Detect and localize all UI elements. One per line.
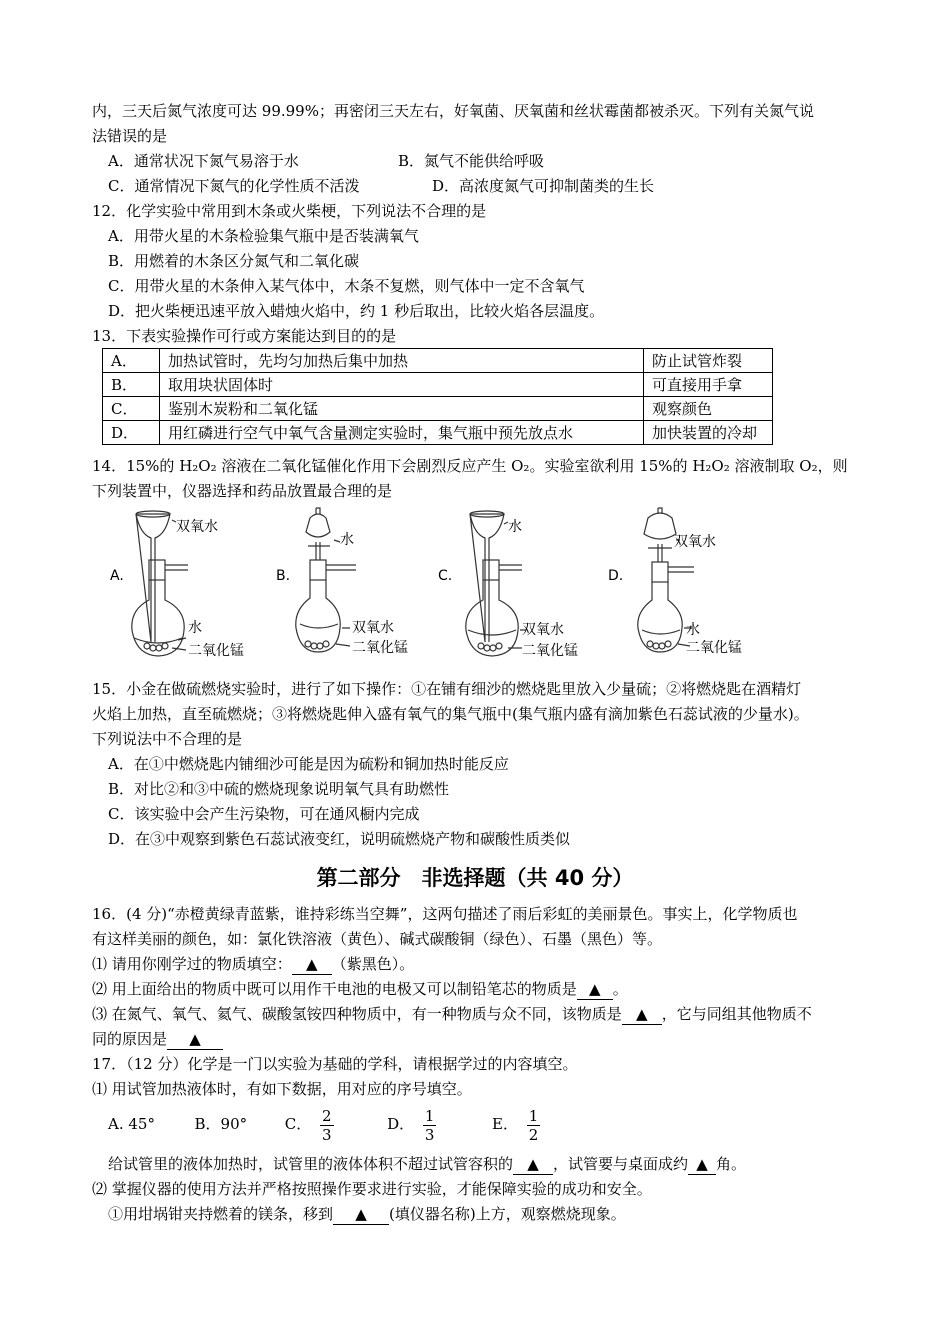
fig-d-top: 双氧水 <box>674 534 716 550</box>
answer-blank[interactable]: ▲ <box>513 1154 553 1175</box>
fig-c-mid: 双氧水 <box>522 622 564 638</box>
fig-a-bottom: 二氧化锰 <box>188 643 244 659</box>
q11-line2: 法错误的是 <box>92 127 168 145</box>
q16-part3-text: ⑶ 在氮气、氧气、氦气、碳酸氢铵四种物质中，有一种物质与众不同，该物质是 <box>92 1005 622 1023</box>
q17-fill1-mid: ，试管要与桌面成约 <box>553 1155 689 1173</box>
row-purpose: 观察颜色 <box>644 397 773 421</box>
fig-a-label: A. <box>110 568 124 584</box>
q15-option-c: C．该实验中会产生污染物，可在通风橱内完成 <box>108 805 420 823</box>
answer-blank[interactable]: ▲ <box>688 1154 716 1175</box>
q14-line2: 下列装置中，仪器选择和药品放置最合理的是 <box>92 482 393 500</box>
row-label: B． <box>103 373 160 397</box>
q17-part2-1-text: ①用坩埚钳夹持燃着的镁条，移到 <box>108 1205 334 1223</box>
q16-part3-tail: ，它与同组其他物质不 <box>661 1005 812 1023</box>
q17-options <box>108 1104 544 1144</box>
answer-blank[interactable]: ▲ <box>292 954 332 975</box>
q16-part3-reason: 同的原因是 <box>92 1030 168 1048</box>
q17-part2: ⑵ 掌握仪器的使用方法并严格按照操作要求进行实验，才能保障实验的成功和安全。 <box>92 1180 652 1198</box>
q11-line1: 内，三天后氮气浓度可达 99.99%；再密闭三天左右，好氧菌、厌氧菌和丝状霉菌都被杀灭。下列有关氮气说 <box>92 102 814 120</box>
q13-stem: 13．下表实验操作可行或方案能达到目的的是 <box>92 327 397 345</box>
row-label: D． <box>103 421 160 445</box>
row-purpose: 防止试管炸裂 <box>644 349 773 373</box>
fraction-one-half: $\frac{1}{2}$ <box>528 1106 539 1144</box>
q17-option-c: C． <box>284 1115 312 1133</box>
q17-option-d: D． <box>387 1115 415 1133</box>
q16-line1: 16．(4 分)“赤橙黄绿青蓝紫，谁持彩练当空舞”，这两句描述了雨后彩虹的美丽景色。事实上，化学物质也 <box>92 905 798 923</box>
q11-option-d: D．高浓度氮气可抑制菌类的生长 <box>432 177 655 195</box>
row-operation: 取用块状固体时 <box>160 373 644 397</box>
fig-a-mid: 水 <box>188 620 202 636</box>
q16-part2 <box>92 979 628 1000</box>
q13-table <box>102 348 773 445</box>
q16-part2-text: ⑵ 用上面给出的物质中既可以用作干电池的电极又可以制铅笔芯的物质是 <box>92 980 577 998</box>
row-label: C． <box>103 397 160 421</box>
q16-line2: 有这样美丽的颜色，如：氯化铁溶液（黄色）、碱式碳酸铜（绿色）、石墨（黑色）等。 <box>92 930 663 948</box>
fig-c-label: C. <box>438 568 453 584</box>
q11-option-a: A．通常状况下氮气易溶于水 <box>108 152 299 170</box>
fig-d-label: D. <box>608 568 624 584</box>
fraction-two-thirds: $\frac{2}{3}$ <box>321 1106 332 1144</box>
q17-fill1-tail: 角。 <box>716 1155 747 1173</box>
q12-option-c: C．用带火星的木条伸入某气体中，木条不复燃，则气体中一定不含氧气 <box>108 277 585 295</box>
q17-option-a: A. 45° <box>108 1115 155 1133</box>
fig-c-bottom: 二氧化锰 <box>522 643 578 659</box>
q12-option-a: A．用带火星的木条检验集气瓶中是否装满氧气 <box>108 227 419 245</box>
fig-d-mid: 水 <box>686 622 700 638</box>
q15-line2: 火焰上加热，直至硫燃烧；③将燃烧匙伸入盛有氧气的集气瓶中(集气瓶内盛有滴加紫色石蕊试液的少量水)。 <box>92 705 809 723</box>
q17-fill1-text: 给试管里的液体加热时，试管里的液体体积不超过试管容积的 <box>108 1155 514 1173</box>
fig-b-top: 水 <box>340 532 354 548</box>
fig-c-top: 水 <box>508 519 522 535</box>
answer-blank[interactable]: ▲ <box>167 1029 223 1050</box>
q17-fill1 <box>108 1154 746 1175</box>
q15-option-b: B．对比②和③中硫的燃烧现象说明氧气具有助燃性 <box>108 780 450 798</box>
fig-b-mid: 双氧水 <box>352 620 394 636</box>
row-operation: 用红磷进行空气中氧气含量测定实验时，集气瓶中预先放点水 <box>160 421 644 445</box>
q15-option-d: D．在③中观察到紫色石蕊试液变红，说明硫燃烧产物和碳酸性质类似 <box>108 830 571 848</box>
table-row <box>103 397 773 421</box>
table-row <box>103 349 773 373</box>
answer-blank[interactable]: ▲ <box>622 1004 662 1025</box>
q16-part1-text: ⑴ 请用你刚学过的物质填空： <box>92 955 292 973</box>
answer-blank[interactable]: ▲ <box>577 979 613 1000</box>
row-operation: 鉴别木炭粉和二氧化锰 <box>160 397 644 421</box>
answer-blank[interactable]: ▲ <box>333 1204 389 1225</box>
row-operation: 加热试管时，先均匀加热后集中加热 <box>160 349 644 373</box>
row-purpose: 可直接用手拿 <box>644 373 773 397</box>
q16-part2-tail: 。 <box>612 980 628 998</box>
q11-option-b: B．氮气不能供给呼吸 <box>398 152 545 170</box>
section-heading: 第二部分 非选择题（共 40 分） <box>316 866 634 890</box>
q17-option-b: B．90° <box>194 1115 248 1133</box>
fraction-one-third: $\frac{1}{3}$ <box>424 1106 435 1144</box>
q12-option-d: D．把火柴梗迅速平放入蜡烛火焰中，约 1 秒后取出，比较火焰各层温度。 <box>108 302 605 320</box>
q17-stem: 17．（12 分）化学是一门以实验为基础的学科，请根据学过的内容填空。 <box>92 1055 578 1073</box>
q11-option-c: C．通常情况下氮气的化学性质不活泼 <box>108 177 360 195</box>
q14-line1: 14．15%的 H₂O₂ 溶液在二氧化锰催化作用下会剧烈反应产生 O₂。实验室欲利用 15%的 H₂O₂ 溶液制取 O₂，则 <box>92 457 848 475</box>
q17-part1: ⑴ 用试管加热液体时，有如下数据，用对应的序号填空。 <box>92 1080 472 1098</box>
q16-part1 <box>92 954 414 975</box>
row-label: A． <box>103 349 160 373</box>
fig-b-bottom: 二氧化锰 <box>352 640 408 656</box>
q14-apparatus-figures <box>0 500 950 670</box>
q16-part3 <box>92 1004 812 1025</box>
table-row <box>103 373 773 397</box>
q17-part2-1-tail: (填仪器名称)上方，观察燃烧现象。 <box>389 1205 626 1223</box>
q12-stem: 12．化学实验中常用到木条或火柴梗，下列说法不合理的是 <box>92 202 487 220</box>
fig-d-bottom: 二氧化锰 <box>686 640 742 656</box>
q15-option-a: A．在①中燃烧匙内铺细沙可能是因为硫粉和铜加热时能反应 <box>108 755 509 773</box>
q17-option-e: E． <box>492 1115 518 1133</box>
fig-b-label: B. <box>276 568 291 584</box>
q15-line1: 15．小金在做硫燃烧实验时，进行了如下操作：①在铺有细沙的燃烧匙里放入少量硫；②将燃烧匙在酒精灯 <box>92 680 802 698</box>
q17-part2-1 <box>108 1204 626 1225</box>
q15-line3: 下列说法中不合理的是 <box>92 730 243 748</box>
q12-option-b: B．用燃着的木条区分氮气和二氧化碳 <box>108 252 360 270</box>
fig-a-top: 双氧水 <box>176 519 218 535</box>
q16-part1-tail: （紫黑色）。 <box>331 955 415 973</box>
table-row <box>103 421 773 445</box>
row-purpose: 加快装置的冷却 <box>644 421 773 445</box>
q16-part3-cont <box>92 1029 223 1050</box>
apparatus-b <box>296 508 356 652</box>
